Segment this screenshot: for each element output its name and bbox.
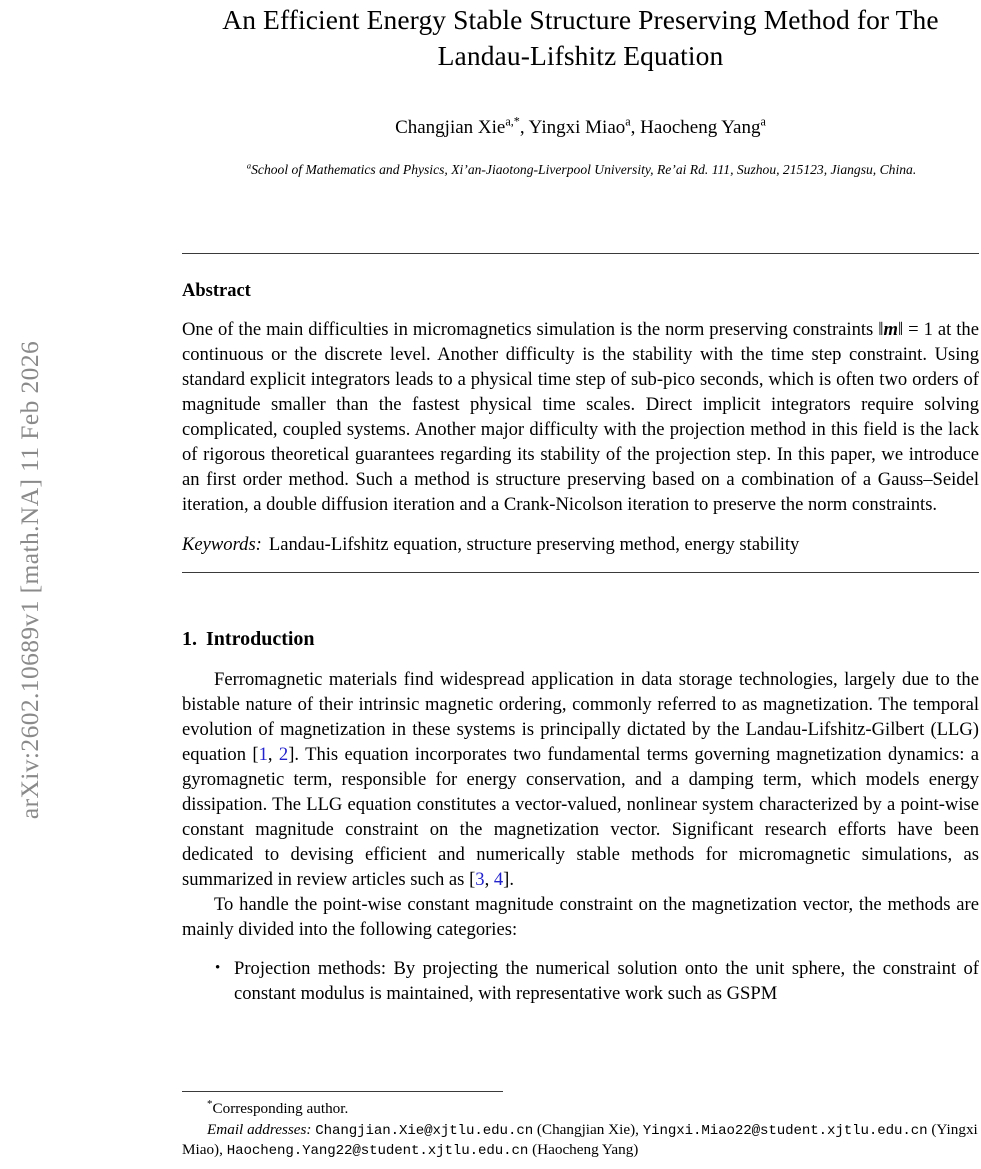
arxiv-stamp (0, 0, 60, 1169)
email-link-2[interactable]: Yingxi.Miao22@student.xjtlu.edu.cn (642, 1122, 928, 1139)
norm-close-bar: ‖ (897, 319, 904, 341)
keywords-values: Landau-Lifshitz equation, structure preserving method, energy stability (268, 534, 800, 556)
norm-open-bar: ‖ (878, 319, 884, 341)
affiliation-text: School of Mathematics and Physics, Xi’an-Jiaotong-Liverpool University, Re’ai Rd. 111, Suzhou, 215123, Jiangsu, China. (251, 162, 917, 178)
norm-variable-m: m (883, 319, 898, 341)
citation-link-2[interactable]: 2 (278, 743, 289, 765)
citation-separator-1: , (267, 743, 279, 765)
author-affil-marker-2: a (625, 114, 631, 129)
citation-link-1[interactable]: 1 (258, 743, 268, 765)
footnote-asterisk-marker: * (207, 1097, 213, 1110)
section-title: Introduction (206, 627, 315, 650)
footnote-corresponding-author (182, 1092, 979, 1119)
intro-paragraph-2: To handle the point-wise constant magnitude constraint on the magnetization vector, the methods are mainly divided into the following categories: (182, 893, 979, 940)
footnote-block (182, 1091, 979, 1160)
paper-page (182, 0, 979, 1169)
author-separator-1: , (519, 116, 529, 138)
footnote-email-addresses (182, 1119, 979, 1160)
norm-constraint-formula (878, 319, 933, 340)
footnote-corresponding-text: Corresponding author. (212, 1100, 349, 1117)
keywords-label: Keywords: (182, 534, 262, 556)
abstract-text-part-1: One of the main difficulties in micromagnetics simulation is the norm preserving constraints (182, 319, 879, 341)
section-number: 1. (182, 627, 197, 650)
intro-p1-text-c: ]. (503, 868, 514, 890)
author-list (182, 75, 979, 141)
author-affil-marker-3: a (760, 114, 766, 129)
norm-equals-one: = 1 (903, 319, 933, 341)
section-heading-introduction (182, 573, 979, 651)
author-name-2: Yingxi Miao (528, 116, 626, 138)
email-owner-1: (Changjian Xie), (533, 1120, 643, 1138)
email-owner-2: (Yingxi Miao), (182, 1120, 978, 1158)
footnote-email-label: Email addresses: (207, 1120, 312, 1138)
author-name-1: Changjian Xie (395, 116, 506, 138)
email-link-1[interactable]: Changjian.Xie@xjtlu.edu.cn (315, 1122, 534, 1139)
keywords-line (182, 517, 979, 557)
email-owner-3: (Haocheng Yang) (528, 1140, 639, 1158)
abstract-body (182, 302, 979, 517)
citation-separator-2: , (484, 868, 494, 890)
citation-link-4[interactable]: 4 (493, 868, 504, 890)
author-separator-2: , (630, 116, 641, 138)
paper-title: An Efficient Energy Stable Structure Preserving Method for The Landau-Lifshitz Equation (222, 4, 939, 72)
affiliation (182, 140, 979, 179)
email-link-3[interactable]: Haocheng.Yang22@student.xjtlu.edu.cn (226, 1142, 529, 1159)
intro-p1-text-b: ]. This equation incorporates two fundamental terms governing magnetization dynamics: a gyromagnetic term, responsible for energy conservation, and a damping term, which models energy dissipation. The LLG equation constitutes a vector-valued, nonlinear system characterized by a point-wise constant magnitude constraint on the magnetization vector. Significant research efforts have been dedicated to devising efficient and numerically stable methods for micromagnetic simulations, as summarized in review articles such as [ (182, 743, 979, 890)
intro-paragraph-1 (182, 651, 979, 892)
arxiv-stamp-text: arXiv:2602.10689v1 [math.NA] 11 Feb 2026 (15, 340, 44, 820)
abstract-text-part-2: at the continuous or the discrete level. Another difficulty is the stability with the time step constraint. Using standard explicit integrators leads to a physical time step of sub-pico seconds, which is often two orders of magnitude smaller than the fastest physical time scales. Direct implicit integrators require solving complicated, coupled systems. Another major difficulty with the projection method in this field is the lack of rigorous theoretical guarantees regarding its stability of the projection step. In this paper, we introduce an first order method. Such a method is structure preserving based on a combination of a Gauss–Seidel iteration, a double diffusion iteration and a Crank-Nicolson iteration to preserve the norm constraints. (182, 319, 979, 516)
methods-category-list (182, 942, 979, 1006)
intro-p1-text-a: Ferromagnetic materials find widespread application in data storage technologies, largely due to the bistable nature of their intrinsic magnetic ordering, commonly referred to as magnetization. The temporal evolution of magnetization in these systems is principally dictated by the Landau-Lifshitz-Gilbert (LLG) equation [ (182, 668, 979, 765)
citation-link-3[interactable]: 3 (475, 868, 485, 890)
author-affil-marker-1: a,* (505, 114, 520, 129)
list-item (182, 956, 979, 1006)
affiliation-marker: a (246, 160, 252, 171)
list-item-text: Projection methods: By projecting the numerical solution onto the unit sphere, the constraint of constant modulus is maintained, with representative work such as GSPM (234, 957, 979, 1004)
abstract-heading: Abstract (182, 281, 251, 302)
bullet-icon: • (215, 959, 221, 976)
author-name-3: Haocheng Yang (640, 116, 761, 138)
